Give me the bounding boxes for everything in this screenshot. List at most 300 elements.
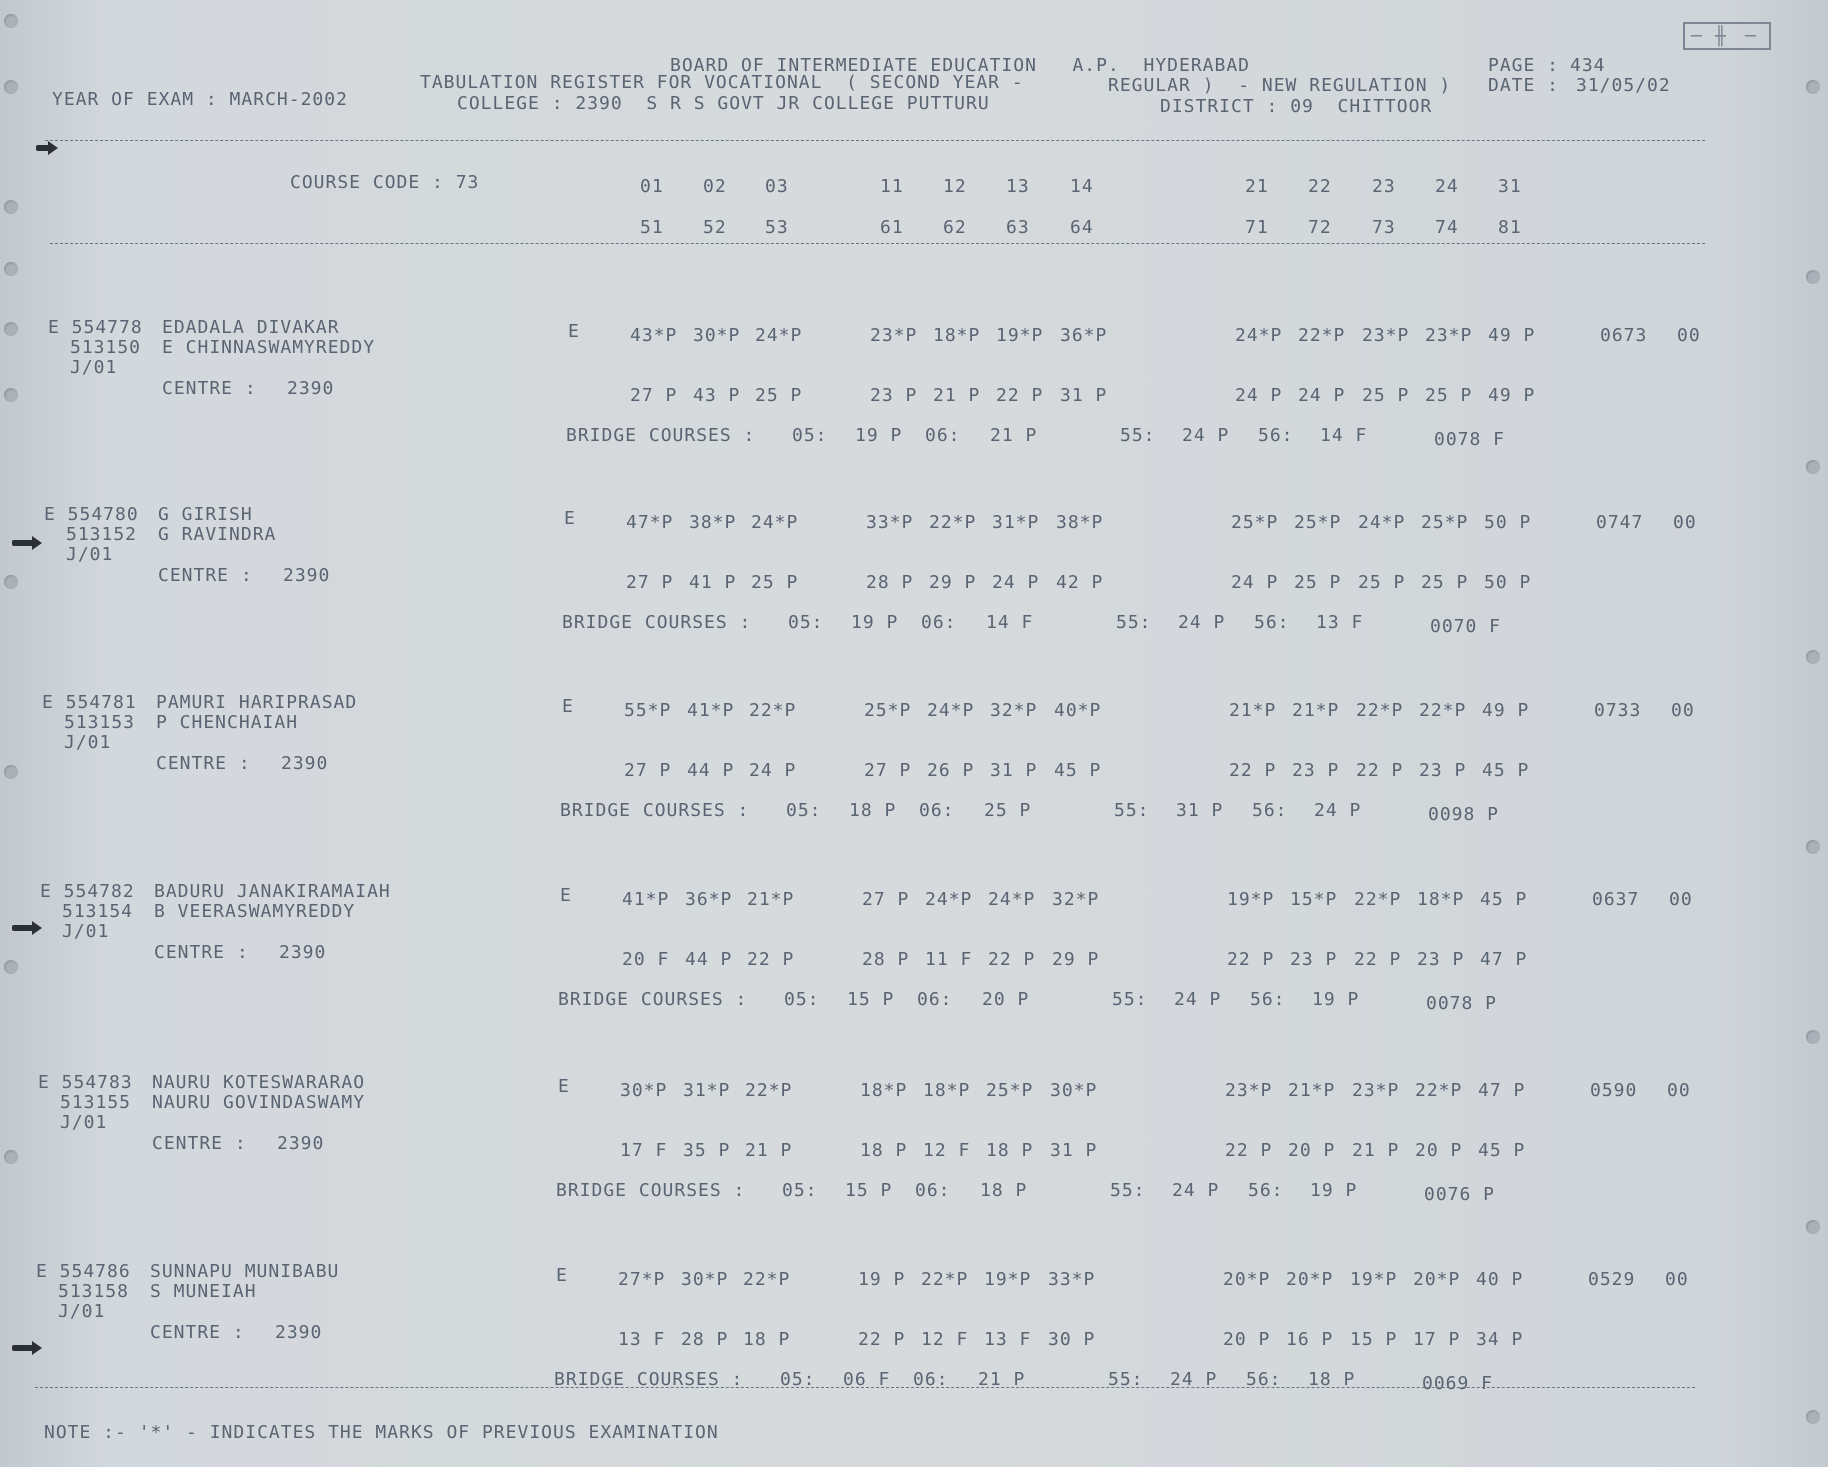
mark-second-year: 31 P <box>1050 1140 1098 1161</box>
bridge-mark: 24 P <box>1172 1180 1220 1201</box>
student-name: EDADALA DIVAKAR <box>162 317 340 338</box>
student-name: BADURU JANAKIRAMAIAH <box>154 881 391 902</box>
mark-first-year: 24*P <box>1358 512 1406 533</box>
mark-second-year: 18 P <box>743 1329 791 1350</box>
column-code: 02 <box>703 176 727 197</box>
mark-second-year: 22 P <box>747 949 795 970</box>
exam-flag: E <box>560 885 572 906</box>
binder-hole <box>1806 270 1820 284</box>
bridge-mark: 25 P <box>984 800 1032 821</box>
bridge-course-code: 05: <box>782 1180 818 1201</box>
registration-number: 513153 <box>64 712 136 733</box>
mark-second-year: 44 P <box>685 949 733 970</box>
mark-first-year: 49 P <box>1482 700 1530 721</box>
mark-second-year: 22 P <box>858 1329 906 1350</box>
bridge-course-code: 56: <box>1248 1180 1284 1201</box>
mark-first-year: 23*P <box>1352 1080 1400 1101</box>
exam-flag: E <box>556 1265 568 1286</box>
father-name: NAURU GOVINDASWAMY <box>152 1092 366 1113</box>
bridge-mark: 20 P <box>982 989 1030 1010</box>
column-code: 71 <box>1245 217 1269 238</box>
mark-second-year: 31 P <box>990 760 1038 781</box>
bridge-mark: 14 F <box>986 612 1034 633</box>
mark-first-year: 19 P <box>858 1269 906 1290</box>
mark-second-year: 11 F <box>925 949 973 970</box>
mark-first-year: 27*P <box>618 1269 666 1290</box>
mark-second-year: 35 P <box>683 1140 731 1161</box>
mark-first-year: 18*P <box>1417 889 1465 910</box>
father-name: S MUNEIAH <box>150 1281 257 1302</box>
registration-number: 513155 <box>60 1092 132 1113</box>
mark-second-year: 25 P <box>755 385 803 406</box>
batch-code: J/01 <box>60 1112 108 1133</box>
grand-total: 0733 <box>1594 700 1642 721</box>
batch-code: J/01 <box>58 1301 106 1322</box>
bridge-total: 0098 P <box>1428 804 1500 825</box>
bridge-mark: 24 P <box>1314 800 1362 821</box>
bridge-course-code: 55: <box>1120 425 1156 446</box>
mark-second-year: 34 P <box>1476 1329 1524 1350</box>
mark-second-year: 42 P <box>1056 572 1104 593</box>
binder-hole <box>1806 460 1820 474</box>
mark-first-year: 22*P <box>1415 1080 1463 1101</box>
mark-first-year: 41*P <box>622 889 670 910</box>
mark-first-year: 31*P <box>992 512 1040 533</box>
mark-second-year: 17 P <box>1413 1329 1461 1350</box>
mark-second-year: 30 P <box>1048 1329 1096 1350</box>
mark-second-year: 20 F <box>622 949 670 970</box>
mark-first-year: 32*P <box>1052 889 1100 910</box>
hall-ticket-number: E 554780 <box>44 504 139 525</box>
mark-first-year: 23*P <box>1425 325 1473 346</box>
column-code: 03 <box>765 176 789 197</box>
mark-second-year: 45 P <box>1482 760 1530 781</box>
batch-code: J/01 <box>66 544 114 565</box>
mark-first-year: 50 P <box>1484 512 1532 533</box>
margin-marker <box>36 145 50 151</box>
hall-ticket-number: E 554786 <box>36 1261 131 1282</box>
hall-ticket-number: E 554783 <box>38 1072 133 1093</box>
binder-hole <box>4 960 18 974</box>
bridge-courses-label: BRIDGE COURSES : <box>558 989 748 1010</box>
mark-second-year: 21 P <box>1352 1140 1400 1161</box>
bridge-course-code: 56: <box>1254 612 1290 633</box>
centre-label: CENTRE : <box>154 942 249 963</box>
mark-first-year: 23*P <box>870 325 918 346</box>
mark-second-year: 15 P <box>1350 1329 1398 1350</box>
mark-second-year: 28 P <box>866 572 914 593</box>
bridge-total: 0070 F <box>1430 616 1502 637</box>
mark-second-year: 22 P <box>1229 760 1277 781</box>
mark-first-year: 21*P <box>747 889 795 910</box>
course-code: COURSE CODE : 73 <box>290 172 480 193</box>
binder-hole <box>1806 1410 1820 1424</box>
bridge-course-code: 56: <box>1258 425 1294 446</box>
mark-first-year: 25*P <box>1231 512 1279 533</box>
regulation-label: REGULAR ) - NEW REGULATION ) <box>1108 75 1452 96</box>
registration-number: 513158 <box>58 1281 130 1302</box>
mark-first-year: 24*P <box>1235 325 1283 346</box>
date-label: DATE : <box>1488 75 1560 96</box>
mark-second-year: 20 P <box>1415 1140 1463 1161</box>
mark-second-year: 22 P <box>996 385 1044 406</box>
mark-second-year: 22 P <box>1227 949 1275 970</box>
mark-first-year: 30*P <box>1050 1080 1098 1101</box>
binder-hole <box>1806 80 1820 94</box>
mark-second-year: 22 P <box>1354 949 1402 970</box>
mark-first-year: 27 P <box>862 889 910 910</box>
result-code: 00 <box>1673 512 1697 533</box>
father-name: G RAVINDRA <box>158 524 277 545</box>
result-code: 00 <box>1665 1269 1689 1290</box>
hall-ticket-number: E 554778 <box>48 317 143 338</box>
mark-second-year: 23 P <box>1292 760 1340 781</box>
mark-second-year: 24 P <box>992 572 1040 593</box>
binder-hole <box>1806 1220 1820 1234</box>
centre-label: CENTRE : <box>162 378 257 399</box>
binder-hole <box>4 14 18 28</box>
grand-total: 0637 <box>1592 889 1640 910</box>
binder-hole <box>4 575 18 589</box>
bridge-course-code: 56: <box>1246 1369 1282 1390</box>
bridge-mark: 21 P <box>978 1369 1026 1390</box>
mark-second-year: 25 P <box>1294 572 1342 593</box>
bridge-course-code: 55: <box>1112 989 1148 1010</box>
father-name: E CHINNASWAMYREDDY <box>162 337 376 358</box>
mark-first-year: 30*P <box>681 1269 729 1290</box>
year-of-exam: YEAR OF EXAM : MARCH-2002 <box>52 89 348 110</box>
mark-second-year: 25 P <box>1362 385 1410 406</box>
centre-label: CENTRE : <box>158 565 253 586</box>
mark-first-year: 19*P <box>1227 889 1275 910</box>
mark-second-year: 49 P <box>1488 385 1536 406</box>
mark-second-year: 23 P <box>1290 949 1338 970</box>
binder-hole <box>4 80 18 94</box>
registration-number: 513154 <box>62 901 134 922</box>
mark-second-year: 27 P <box>624 760 672 781</box>
mark-first-year: 19*P <box>984 1269 1032 1290</box>
mark-second-year: 26 P <box>927 760 975 781</box>
student-name: G GIRISH <box>158 504 253 525</box>
bridge-mark: 24 P <box>1178 612 1226 633</box>
hall-ticket-number: E 554782 <box>40 881 135 902</box>
centre-code: 2390 <box>287 378 335 399</box>
mark-first-year: 15*P <box>1290 889 1338 910</box>
column-code: 12 <box>943 176 967 197</box>
bridge-mark: 18 P <box>849 800 897 821</box>
binder-hole <box>1806 650 1820 664</box>
mark-second-year: 22 P <box>988 949 1036 970</box>
mark-first-year: 25*P <box>1294 512 1342 533</box>
column-code: 51 <box>640 217 664 238</box>
mark-second-year: 29 P <box>929 572 977 593</box>
mark-second-year: 21 P <box>745 1140 793 1161</box>
mark-first-year: 22*P <box>1356 700 1404 721</box>
bridge-course-code: 05: <box>780 1369 816 1390</box>
divider <box>35 1387 1695 1388</box>
mark-first-year: 18*P <box>923 1080 971 1101</box>
column-code: 81 <box>1498 217 1522 238</box>
bridge-total: 0078 P <box>1426 993 1498 1014</box>
mark-second-year: 23 P <box>1417 949 1465 970</box>
binder-hole <box>4 262 18 276</box>
column-code: 62 <box>943 217 967 238</box>
mark-first-year: 40 P <box>1476 1269 1524 1290</box>
page-number: 434 <box>1570 55 1606 76</box>
bridge-course-code: 05: <box>786 800 822 821</box>
registration-number: 513152 <box>66 524 138 545</box>
bridge-mark: 19 P <box>851 612 899 633</box>
centre-code: 2390 <box>283 565 331 586</box>
bridge-course-code: 06: <box>917 989 953 1010</box>
bridge-total: 0069 F <box>1422 1373 1494 1394</box>
centre-label: CENTRE : <box>150 1322 245 1343</box>
column-code: 73 <box>1372 217 1396 238</box>
column-code: 74 <box>1435 217 1459 238</box>
mark-first-year: 24*P <box>927 700 975 721</box>
mark-second-year: 24 P <box>1231 572 1279 593</box>
column-code: 31 <box>1498 176 1522 197</box>
grand-total: 0747 <box>1596 512 1644 533</box>
mark-first-year: 22*P <box>749 700 797 721</box>
mark-second-year: 43 P <box>693 385 741 406</box>
mark-second-year: 12 F <box>923 1140 971 1161</box>
column-code: 11 <box>880 176 904 197</box>
column-code: 61 <box>880 217 904 238</box>
district-line: DISTRICT : 09 CHITTOOR <box>1160 96 1433 117</box>
mark-first-year: 19*P <box>996 325 1044 346</box>
student-name: SUNNAPU MUNIBABU <box>150 1261 340 1282</box>
mark-second-year: 50 P <box>1484 572 1532 593</box>
exam-flag: E <box>558 1076 570 1097</box>
mark-first-year: 22*P <box>743 1269 791 1290</box>
mark-second-year: 44 P <box>687 760 735 781</box>
mark-second-year: 25 P <box>751 572 799 593</box>
binder-hole <box>4 322 18 336</box>
column-code: 01 <box>640 176 664 197</box>
bridge-courses-label: BRIDGE COURSES : <box>556 1180 746 1201</box>
centre-code: 2390 <box>277 1133 325 1154</box>
print-date: 31/05/02 <box>1576 75 1671 96</box>
mark-second-year: 24 P <box>1298 385 1346 406</box>
college-line: COLLEGE : 2390 S R S GOVT JR COLLEGE PUTTURU <box>457 93 990 114</box>
column-code: 14 <box>1070 176 1094 197</box>
margin-marker <box>12 1345 34 1351</box>
bridge-mark: 15 P <box>845 1180 893 1201</box>
exam-flag: E <box>564 508 576 529</box>
mark-first-year: 20*P <box>1223 1269 1271 1290</box>
mark-second-year: 47 P <box>1480 949 1528 970</box>
centre-code: 2390 <box>281 753 329 774</box>
bridge-course-code: 56: <box>1252 800 1288 821</box>
mark-second-year: 41 P <box>689 572 737 593</box>
mark-first-year: 24*P <box>755 325 803 346</box>
margin-marker <box>12 925 34 931</box>
column-code: 52 <box>703 217 727 238</box>
mark-second-year: 24 P <box>1235 385 1283 406</box>
mark-first-year: 20*P <box>1286 1269 1334 1290</box>
binder-hole <box>4 200 18 214</box>
binder-hole <box>4 388 18 402</box>
mark-second-year: 20 P <box>1223 1329 1271 1350</box>
bridge-mark: 18 P <box>1308 1369 1356 1390</box>
mark-second-year: 27 P <box>626 572 674 593</box>
bridge-mark: 21 P <box>990 425 1038 446</box>
bridge-course-code: 05: <box>784 989 820 1010</box>
bridge-total: 0078 F <box>1434 429 1506 450</box>
mark-first-year: 20*P <box>1413 1269 1461 1290</box>
result-code: 00 <box>1677 325 1701 346</box>
bridge-course-code: 55: <box>1114 800 1150 821</box>
column-code: 13 <box>1006 176 1030 197</box>
divider <box>50 243 1705 244</box>
bridge-courses-label: BRIDGE COURSES : <box>566 425 756 446</box>
mark-first-year: 21*P <box>1292 700 1340 721</box>
column-code: 53 <box>765 217 789 238</box>
bridge-mark: 13 F <box>1316 612 1364 633</box>
column-code: 24 <box>1435 176 1459 197</box>
bridge-mark: 24 P <box>1182 425 1230 446</box>
column-code: 64 <box>1070 217 1094 238</box>
mark-first-year: 21*P <box>1288 1080 1336 1101</box>
board-logo-box: ─ ╫ ─ <box>1683 22 1771 50</box>
mark-second-year: 22 P <box>1225 1140 1273 1161</box>
mark-first-year: 49 P <box>1488 325 1536 346</box>
bridge-mark: 06 F <box>843 1369 891 1390</box>
mark-second-year: 16 P <box>1286 1329 1334 1350</box>
exam-flag: E <box>562 696 574 717</box>
mark-second-year: 25 P <box>1358 572 1406 593</box>
grand-total: 0529 <box>1588 1269 1636 1290</box>
bridge-mark: 24 P <box>1170 1369 1218 1390</box>
bridge-course-code: 06: <box>913 1369 949 1390</box>
bridge-mark: 19 P <box>855 425 903 446</box>
mark-first-year: 32*P <box>990 700 1038 721</box>
bridge-course-code: 56: <box>1250 989 1286 1010</box>
mark-second-year: 13 F <box>984 1329 1032 1350</box>
mark-first-year: 47 P <box>1478 1080 1526 1101</box>
mark-first-year: 38*P <box>1056 512 1104 533</box>
bridge-course-code: 05: <box>792 425 828 446</box>
mark-first-year: 25*P <box>1421 512 1469 533</box>
bridge-mark: 18 P <box>980 1180 1028 1201</box>
bridge-mark: 15 P <box>847 989 895 1010</box>
mark-first-year: 22*P <box>921 1269 969 1290</box>
column-code: 21 <box>1245 176 1269 197</box>
mark-second-year: 22 P <box>1356 760 1404 781</box>
mark-first-year: 33*P <box>1048 1269 1096 1290</box>
column-code: 63 <box>1006 217 1030 238</box>
student-name: NAURU KOTESWARARAO <box>152 1072 366 1093</box>
mark-second-year: 28 P <box>681 1329 729 1350</box>
mark-first-year: 36*P <box>685 889 733 910</box>
mark-second-year: 21 P <box>933 385 981 406</box>
result-code: 00 <box>1669 889 1693 910</box>
mark-first-year: 24*P <box>751 512 799 533</box>
registration-number: 513150 <box>70 337 142 358</box>
father-name: P CHENCHAIAH <box>156 712 299 733</box>
result-code: 00 <box>1667 1080 1691 1101</box>
bridge-courses-label: BRIDGE COURSES : <box>562 612 752 633</box>
mark-second-year: 20 P <box>1288 1140 1336 1161</box>
mark-second-year: 18 P <box>860 1140 908 1161</box>
mark-second-year: 23 P <box>870 385 918 406</box>
mark-first-year: 55*P <box>624 700 672 721</box>
bridge-mark: 14 F <box>1320 425 1368 446</box>
mark-first-year: 43*P <box>630 325 678 346</box>
mark-first-year: 47*P <box>626 512 674 533</box>
bridge-course-code: 06: <box>925 425 961 446</box>
grand-total: 0590 <box>1590 1080 1638 1101</box>
hall-ticket-number: E 554781 <box>42 692 137 713</box>
mark-first-year: 22*P <box>929 512 977 533</box>
mark-first-year: 19*P <box>1350 1269 1398 1290</box>
column-code: 72 <box>1308 217 1332 238</box>
register-title: TABULATION REGISTER FOR VOCATIONAL ( SECOND YEAR - <box>420 72 1024 93</box>
binder-hole <box>4 765 18 779</box>
mark-second-year: 25 P <box>1421 572 1469 593</box>
grand-total: 0673 <box>1600 325 1648 346</box>
mark-first-year: 18*P <box>933 325 981 346</box>
footnote: NOTE :- '*' - INDICATES THE MARKS OF PREVIOUS EXAMINATION <box>44 1422 719 1443</box>
mark-second-year: 45 P <box>1478 1140 1526 1161</box>
mark-first-year: 33*P <box>866 512 914 533</box>
mark-first-year: 38*P <box>689 512 737 533</box>
bridge-total: 0076 P <box>1424 1184 1496 1205</box>
centre-code: 2390 <box>275 1322 323 1343</box>
mark-first-year: 24*P <box>925 889 973 910</box>
mark-first-year: 30*P <box>693 325 741 346</box>
board-title: BOARD OF INTERMEDIATE EDUCATION A.P. HYDERABAD <box>670 55 1251 76</box>
bridge-course-code: 06: <box>921 612 957 633</box>
bridge-mark: 19 P <box>1312 989 1360 1010</box>
mark-second-year: 45 P <box>1054 760 1102 781</box>
mark-first-year: 30*P <box>620 1080 668 1101</box>
column-code: 23 <box>1372 176 1396 197</box>
batch-code: J/01 <box>70 357 118 378</box>
bridge-mark: 24 P <box>1174 989 1222 1010</box>
mark-second-year: 12 F <box>921 1329 969 1350</box>
mark-first-year: 31*P <box>683 1080 731 1101</box>
mark-first-year: 40*P <box>1054 700 1102 721</box>
mark-second-year: 23 P <box>1419 760 1467 781</box>
mark-first-year: 21*P <box>1229 700 1277 721</box>
mark-first-year: 22*P <box>1354 889 1402 910</box>
bridge-course-code: 06: <box>915 1180 951 1201</box>
mark-second-year: 31 P <box>1060 385 1108 406</box>
mark-first-year: 18*P <box>860 1080 908 1101</box>
mark-first-year: 22*P <box>745 1080 793 1101</box>
binder-hole <box>1806 840 1820 854</box>
bridge-course-code: 55: <box>1108 1369 1144 1390</box>
mark-second-year: 17 F <box>620 1140 668 1161</box>
father-name: B VEERASWAMYREDDY <box>154 901 356 922</box>
mark-first-year: 23*P <box>1362 325 1410 346</box>
mark-first-year: 45 P <box>1480 889 1528 910</box>
student-name: PAMURI HARIPRASAD <box>156 692 358 713</box>
bridge-mark: 31 P <box>1176 800 1224 821</box>
bridge-courses-label: BRIDGE COURSES : <box>554 1369 744 1390</box>
mark-second-year: 25 P <box>1425 385 1473 406</box>
mark-first-year: 41*P <box>687 700 735 721</box>
mark-first-year: 23*P <box>1225 1080 1273 1101</box>
bridge-course-code: 55: <box>1116 612 1152 633</box>
mark-first-year: 36*P <box>1060 325 1108 346</box>
result-code: 00 <box>1671 700 1695 721</box>
bridge-course-code: 55: <box>1110 1180 1146 1201</box>
mark-first-year: 25*P <box>864 700 912 721</box>
mark-first-year: 22*P <box>1298 325 1346 346</box>
